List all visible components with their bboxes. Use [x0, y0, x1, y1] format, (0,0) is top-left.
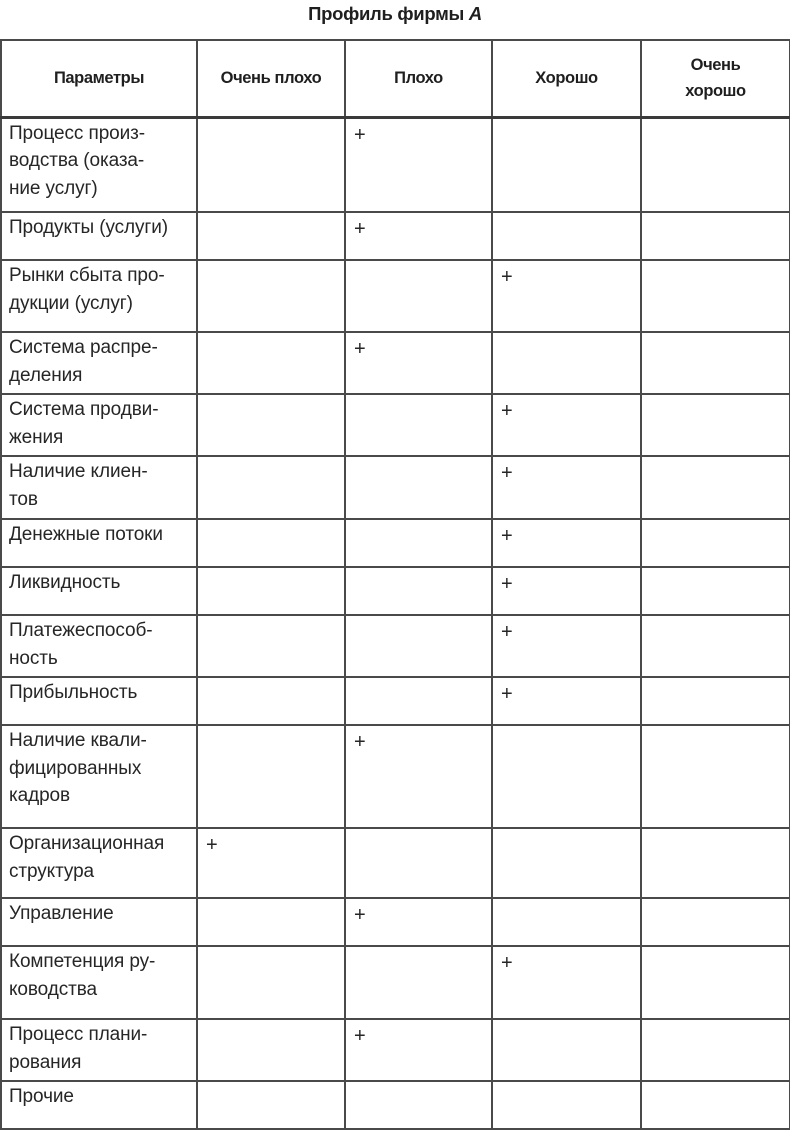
parameter-text-line: Система продви- — [9, 399, 159, 420]
rating-cell-good — [492, 394, 641, 456]
parameter-text-line: Денежные потоки — [9, 524, 163, 545]
header-very-bad: Очень плохо — [197, 40, 345, 117]
parameter-cell — [1, 212, 197, 260]
rating-cell-very-bad — [197, 456, 345, 519]
table-row — [1, 898, 790, 946]
firm-profile-table — [0, 39, 790, 1130]
parameter-text-line: ние услуг) — [9, 177, 98, 199]
parameter-text-line: дукции (услуг) — [9, 292, 133, 314]
rating-cell-good — [492, 898, 641, 946]
rating-cell-very-bad — [197, 898, 345, 946]
rating-cell-good — [492, 828, 641, 898]
rating-cell-good — [492, 615, 641, 677]
parameter-text-line: ность — [9, 647, 58, 669]
parameter-text-line: Платежеспособ- — [9, 620, 153, 641]
rating-cell-very-good — [641, 615, 790, 677]
parameter-cell — [1, 1081, 197, 1129]
rating-cell-very-good — [641, 117, 790, 212]
rating-cell-good — [492, 519, 641, 567]
table-row — [1, 394, 790, 456]
table-row — [1, 117, 790, 212]
rating-cell-bad — [345, 946, 492, 1019]
parameter-text-line: рования — [9, 1051, 82, 1073]
rating-cell-very-good — [641, 212, 790, 260]
rating-cell-very-bad — [197, 332, 345, 394]
parameter-text-line: Организационная — [9, 833, 165, 854]
rating-cell-good — [492, 567, 641, 615]
plus-mark-icon: + — [501, 525, 513, 547]
header-very-good-line-2: хорошо — [685, 82, 746, 101]
rating-cell-very-good — [641, 1019, 790, 1081]
rating-cell-good — [492, 946, 641, 1019]
rating-cell-bad — [345, 117, 492, 212]
parameter-text-line: Прочие — [9, 1086, 74, 1107]
parameter-cell — [1, 946, 197, 1019]
table-row — [1, 1019, 790, 1081]
rating-cell-very-bad — [197, 946, 345, 1019]
rating-cell-good — [492, 332, 641, 394]
parameter-cell — [1, 725, 197, 828]
header-very-good-line-1: Очень — [690, 56, 741, 75]
plus-mark-icon: + — [501, 683, 513, 705]
plus-mark-icon: + — [206, 834, 218, 856]
parameter-text-line: Компетенция ру- — [9, 951, 156, 972]
rating-cell-good — [492, 260, 641, 332]
header-parameters: Параметры — [1, 40, 197, 117]
parameter-text-line: ководства — [9, 978, 97, 1000]
rating-cell-bad — [345, 394, 492, 456]
header-very-good — [641, 40, 790, 117]
rating-cell-bad — [345, 725, 492, 828]
rating-cell-very-bad — [197, 519, 345, 567]
rating-cell-good — [492, 1081, 641, 1129]
table-row — [1, 615, 790, 677]
rating-cell-bad — [345, 677, 492, 725]
plus-mark-icon: + — [354, 338, 366, 360]
rating-cell-good — [492, 456, 641, 519]
rating-cell-very-good — [641, 898, 790, 946]
parameter-cell — [1, 615, 197, 677]
rating-cell-very-bad — [197, 1081, 345, 1129]
table-row — [1, 332, 790, 394]
parameter-text-line: деления — [9, 364, 83, 386]
parameter-cell — [1, 828, 197, 898]
rating-cell-very-good — [641, 260, 790, 332]
rating-cell-very-good — [641, 828, 790, 898]
plus-mark-icon: + — [501, 952, 513, 974]
rating-cell-very-bad — [197, 725, 345, 828]
rating-cell-good — [492, 725, 641, 828]
table-row — [1, 1081, 790, 1129]
rating-cell-bad — [345, 828, 492, 898]
parameter-text-line: Управление — [9, 903, 114, 924]
rating-cell-bad — [345, 898, 492, 946]
rating-cell-bad — [345, 519, 492, 567]
parameter-cell — [1, 898, 197, 946]
table-row — [1, 260, 790, 332]
parameter-cell — [1, 332, 197, 394]
parameter-cell — [1, 456, 197, 519]
rating-cell-very-good — [641, 394, 790, 456]
plus-mark-icon: + — [354, 731, 366, 753]
parameter-text-line: Наличие клиен- — [9, 461, 148, 482]
parameter-text-line: кадров — [9, 785, 71, 806]
rating-cell-very-bad — [197, 567, 345, 615]
plus-mark-icon: + — [501, 462, 513, 484]
rating-cell-good — [492, 212, 641, 260]
table-row — [1, 212, 790, 260]
plus-mark-icon: + — [354, 904, 366, 926]
plus-mark-icon: + — [501, 621, 513, 643]
table-row — [1, 456, 790, 519]
rating-cell-very-good — [641, 1081, 790, 1129]
parameter-text-line: фицированных — [9, 757, 142, 779]
rating-cell-very-good — [641, 677, 790, 725]
plus-mark-icon: + — [354, 218, 366, 240]
parameter-cell — [1, 567, 197, 615]
parameter-cell — [1, 394, 197, 456]
table-body — [1, 117, 790, 1129]
parameter-text-line: Процесс произ- — [9, 122, 145, 144]
plus-mark-icon: + — [501, 573, 513, 595]
rating-cell-bad — [345, 1081, 492, 1129]
parameter-text-line: тов — [9, 488, 38, 510]
table-row — [1, 946, 790, 1019]
table-row — [1, 677, 790, 725]
rating-cell-very-bad — [197, 1019, 345, 1081]
parameter-cell — [1, 117, 197, 212]
plus-mark-icon: + — [501, 266, 513, 288]
rating-cell-very-bad — [197, 677, 345, 725]
title-firm-letter: A — [468, 3, 482, 24]
parameter-text-line: структура — [9, 860, 95, 882]
parameter-text-line: Система распре- — [9, 337, 158, 358]
parameter-cell — [1, 1019, 197, 1081]
parameter-text-line: Наличие квали- — [9, 730, 147, 751]
rating-cell-very-good — [641, 332, 790, 394]
rating-cell-good — [492, 1019, 641, 1081]
rating-cell-good — [492, 677, 641, 725]
rating-cell-very-bad — [197, 260, 345, 332]
rating-cell-very-good — [641, 946, 790, 1019]
plus-mark-icon: + — [354, 1025, 366, 1047]
rating-cell-bad — [345, 615, 492, 677]
parameter-cell — [1, 677, 197, 725]
rating-cell-very-bad — [197, 394, 345, 456]
rating-cell-very-good — [641, 456, 790, 519]
parameter-text-line: Рынки сбыта про- — [9, 265, 165, 286]
parameter-text-line: Процесс плани- — [9, 1024, 148, 1045]
table-header — [1, 40, 790, 117]
title-text: Профиль фирмы — [308, 3, 469, 24]
table-row — [1, 519, 790, 567]
rating-cell-very-bad — [197, 615, 345, 677]
rating-cell-very-good — [641, 567, 790, 615]
rating-cell-very-good — [641, 519, 790, 567]
header-bad: Плохо — [345, 40, 492, 117]
plus-mark-icon: + — [354, 123, 366, 146]
rating-cell-bad — [345, 1019, 492, 1081]
rating-cell-bad — [345, 456, 492, 519]
parameter-text-line: жения — [9, 426, 64, 448]
parameter-text-line: Продукты (услуги) — [9, 217, 168, 238]
rating-cell-bad — [345, 260, 492, 332]
parameter-text-line: Ликвидность — [9, 572, 121, 593]
rating-cell-very-bad — [197, 212, 345, 260]
rating-cell-very-bad — [197, 117, 345, 212]
page-title — [0, 1, 790, 27]
table-row — [1, 725, 790, 828]
rating-cell-bad — [345, 332, 492, 394]
header-row — [1, 40, 790, 117]
rating-cell-very-good — [641, 725, 790, 828]
rating-cell-bad — [345, 212, 492, 260]
parameter-cell — [1, 519, 197, 567]
table-row — [1, 567, 790, 615]
parameter-text-line: водства (оказа- — [9, 150, 145, 171]
rating-cell-very-bad — [197, 828, 345, 898]
parameter-cell — [1, 260, 197, 332]
table-row — [1, 828, 790, 898]
rating-cell-good — [492, 117, 641, 212]
plus-mark-icon: + — [501, 400, 513, 422]
rating-cell-bad — [345, 567, 492, 615]
parameter-text-line: Прибыльность — [9, 682, 138, 703]
header-good: Хорошо — [492, 40, 641, 117]
